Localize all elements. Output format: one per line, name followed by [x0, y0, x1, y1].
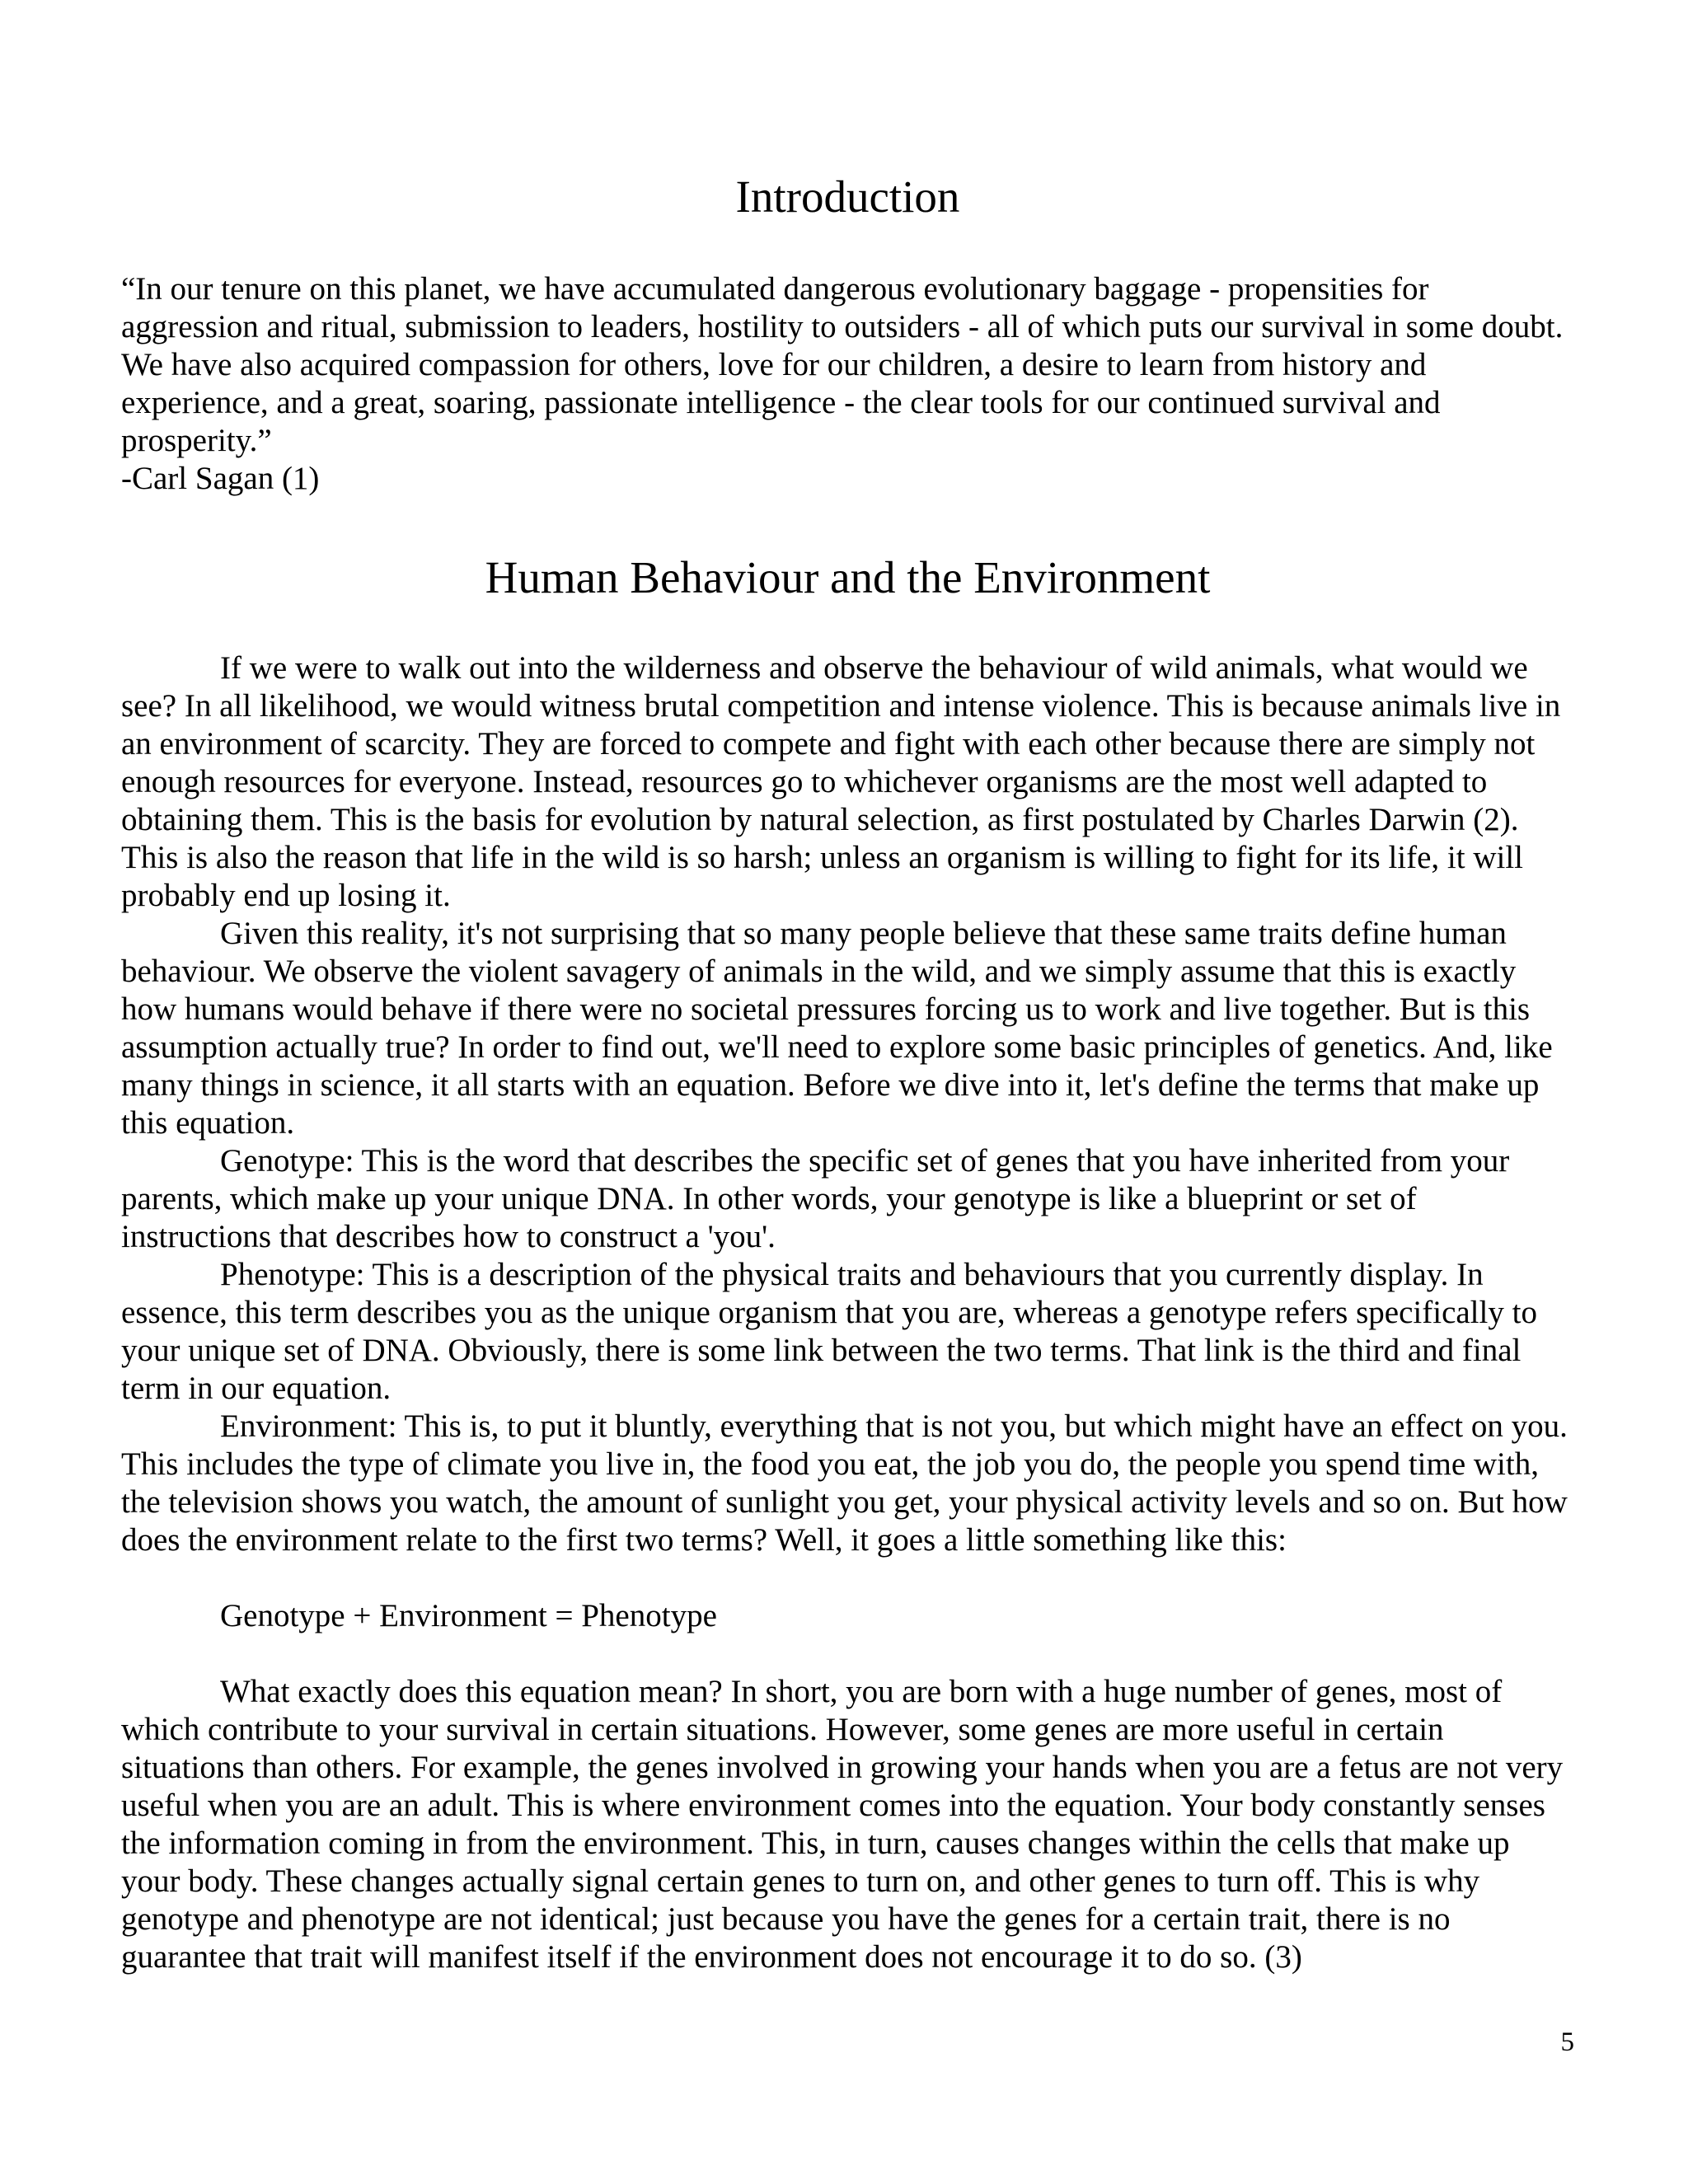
introduction-heading: Introduction — [735, 171, 960, 222]
section-body — [121, 649, 1574, 1976]
section-heading: Human Behaviour and the Environment — [485, 552, 1211, 602]
phenotype-definition: Phenotype: This is a description of the physical traits and behaviours that you currently display. In essence, this term describes you as the unique organism that you are, whereas a genotype refers specifically to your unique set of DNA. Obviously, there is some link between the two terms. That link is the third and final term in our equation. — [121, 1257, 1537, 1406]
body-paragraph: If we were to walk out into the wilderness and observe the behaviour of wild animals, what would we see? In all likelihood, we would witness brutal competition and intense violence. This is because animals live in an environment of scarcity. They are forced to compete and fight with each other because there are simply not enough resources for everyone. Instead, resources go to whichever organisms are the most well adapted to obtaining them. This is the basis for evolution by natural selection, as first postulated by Charles Darwin (2). This is also the reason that life in the wild is so harsh; unless an organism is willing to fight for its life, it will probably end up losing it. — [121, 650, 1561, 913]
genetics-equation: Genotype + Environment = Phenotype — [220, 1598, 717, 1633]
environment-definition: Environment: This is, to put it bluntly, everything that is not you, but which might have an effect on you. This includes the type of climate you live in, the food you eat, the job you do, the people you spend time with, the television shows you watch, the amount of sunlight you get, your physical activity levels and so on. But how does the environment relate to the first two terms? Well, it goes a little something like this: — [121, 1408, 1568, 1558]
quote-text: “In our tenure on this planet, we have accumulated dangerous evolutionary baggage - propensities for aggression and ritual, submission to leaders, hostility to outsiders - all of which puts our survival in some doubt. We have also acquired compassion for others, love for our children, a desire to learn from history and experience, and a great, soaring, passionate intelligence - the clear tools for our continued survival and prosperity.” — [121, 271, 1564, 458]
page-number: 5 — [1560, 2027, 1574, 2057]
body-paragraph: Given this reality, it's not surprising that so many people believe that these same traits define human behaviour. We observe the violent savagery of animals in the wild, and we simply assume that this is exactly how humans would behave if there were no societal pressures forcing us to work and live together. But is this assumption actually true? In order to find out, we'll need to explore some basic principles of genetics. And, like many things in science, it all starts with an equation. Before we dive into it, let's define the terms that make up this equation. — [121, 916, 1553, 1141]
epigraph-quote — [121, 270, 1574, 498]
closing-paragraph: What exactly does this equation mean? In short, you are born with a huge number of genes, most of which contribute to your survival in certain situations. However, some genes are more useful in certain situations than others. For example, the genes involved in growing your hands when you are a fetus are not very useful when you are an adult. This is where environment comes into the equation. Your body constantly senses the information coming in from the environment. This, in turn, causes changes within the cells that make up your body. These changes actually signal certain genes to turn on, and other genes to turn off. This is why genotype and phenotype are not identical; just because you have the genes for a certain trait, there is no guarantee that trait will manifest itself if the environment does not encourage it to do so. (3) — [121, 1674, 1564, 1975]
genotype-definition: Genotype: This is the word that describes the specific set of genes that you have inherited from your parents, which make up your unique DNA. In other words, your genotype is like a blueprint or set of instructions that describes how to construct a 'you'. — [121, 1143, 1510, 1254]
quote-attribution: -Carl Sagan (1) — [121, 461, 320, 496]
